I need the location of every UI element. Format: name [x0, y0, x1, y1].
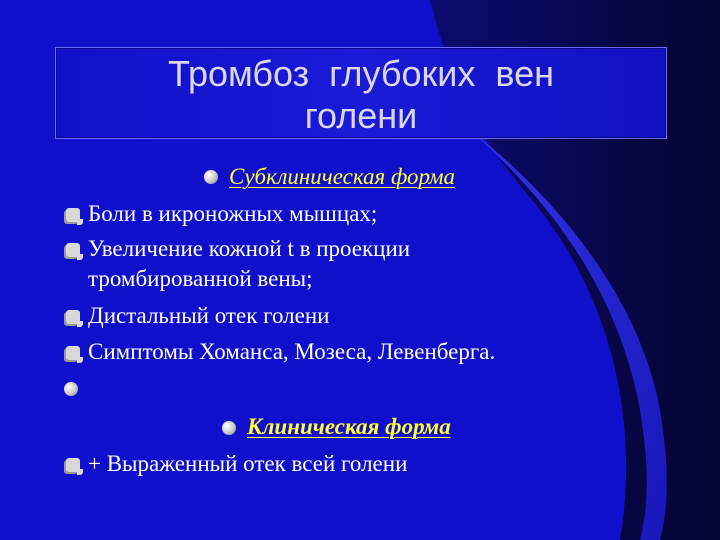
checkbox-bullet-icon: [66, 243, 80, 257]
list-item: Дистальный отек голени: [88, 303, 330, 328]
list-item: Увеличение кожной t в проекции: [88, 236, 411, 261]
checkbox-bullet-icon: [66, 310, 80, 324]
title-line-1: Тромбоз глубоких вен: [168, 53, 554, 94]
list-item-continuation: тромбированной вены;: [88, 266, 313, 291]
list-item: Симптомы Хоманса, Мозеса, Левенберга.: [88, 339, 496, 364]
checkbox-bullet-icon: [66, 458, 80, 472]
title-line-2: голени: [304, 95, 418, 136]
clinical-heading: Клиническая форма: [247, 414, 451, 439]
bullet-dot-icon: [204, 170, 218, 184]
bullet-dot-icon: [64, 382, 78, 396]
slide-title: [55, 47, 667, 139]
list-item: Боли в икроножных мышцах;: [88, 201, 378, 226]
checkbox-bullet-icon: [66, 208, 80, 222]
bullet-dot-icon: [222, 421, 236, 435]
list-item: + Выраженный отек всей голени: [88, 451, 408, 476]
checkbox-bullet-icon: [66, 346, 80, 360]
subclinical-heading: Субклиническая форма: [229, 164, 456, 189]
